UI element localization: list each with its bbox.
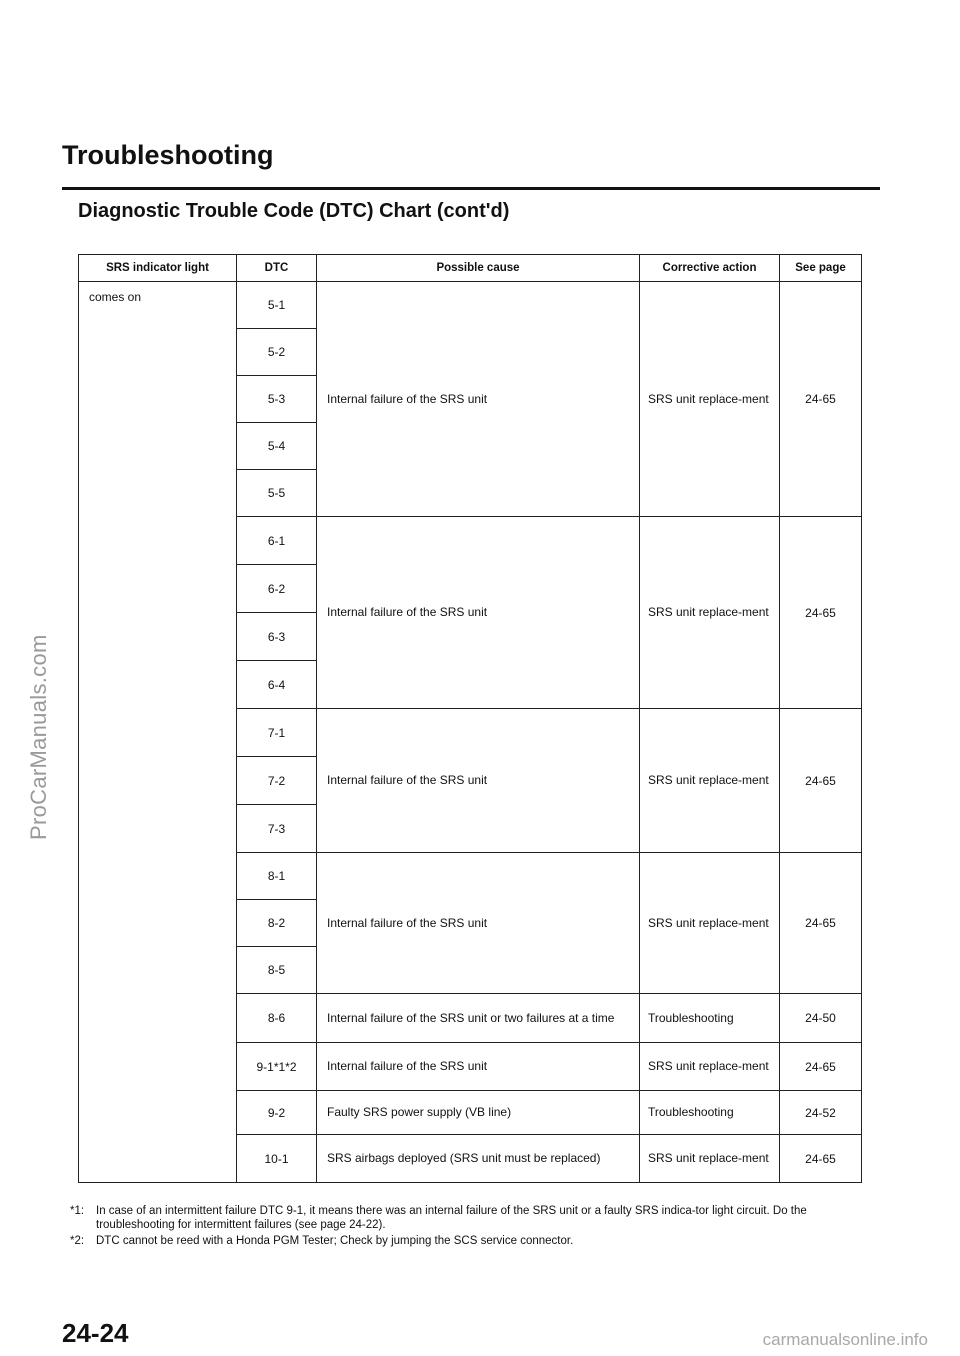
possible-cause: Faulty SRS power supply (VB line) bbox=[317, 1091, 640, 1135]
header-dtc: DTC bbox=[237, 255, 317, 282]
footnote-text: DTC cannot be reed with a Honda PGM Tester; Check by jumping the SCS service connector. bbox=[96, 1235, 574, 1247]
possible-cause: Internal failure of the SRS unit bbox=[317, 853, 640, 994]
corrective-action: SRS unit replace-ment bbox=[640, 282, 780, 517]
dtc-code: 8-5 bbox=[237, 947, 317, 994]
possible-cause: Internal failure of the SRS unit bbox=[317, 282, 640, 517]
dtc-code: 8-6 bbox=[237, 994, 317, 1043]
dtc-code: 8-2 bbox=[237, 900, 317, 947]
corrective-action: SRS unit replace-ment bbox=[640, 709, 780, 853]
corrective-action: SRS unit replace-ment bbox=[640, 853, 780, 994]
footnote-mark: *2: bbox=[70, 1235, 85, 1247]
dtc-code: 5-2 bbox=[237, 329, 317, 376]
dtc-table bbox=[78, 254, 862, 1183]
side-watermark: ProCarManuals.com bbox=[26, 634, 51, 840]
table-row bbox=[79, 282, 862, 329]
srs-light-state: comes on bbox=[79, 282, 237, 1183]
possible-cause: SRS airbags deployed (SRS unit must be replaced) bbox=[317, 1135, 640, 1183]
footnote-2 bbox=[70, 1234, 860, 1248]
corrective-action: Troubleshooting bbox=[640, 1091, 780, 1135]
site-watermark: carmanualsonline.info bbox=[762, 1330, 928, 1349]
dtc-code: 6-4 bbox=[237, 661, 317, 709]
dtc-code: 7-3 bbox=[237, 805, 317, 853]
possible-cause: Internal failure of the SRS unit bbox=[317, 709, 640, 853]
page-number: 24-24 bbox=[62, 1318, 129, 1348]
dtc-code: 9-2 bbox=[237, 1091, 317, 1135]
header-srs-light: SRS indicator light bbox=[79, 255, 237, 282]
dtc-code: 5-4 bbox=[237, 423, 317, 470]
header-action: Corrective action bbox=[640, 255, 780, 282]
dtc-code: 5-1 bbox=[237, 282, 317, 329]
corrective-action: SRS unit replace-ment bbox=[640, 517, 780, 709]
title-rule bbox=[62, 187, 880, 190]
section-subtitle: Diagnostic Trouble Code (DTC) Chart (cont'd) bbox=[78, 200, 510, 222]
dtc-code: 6-3 bbox=[237, 613, 317, 661]
footnote-mark: *1: bbox=[70, 1205, 85, 1217]
dtc-code: 8-1 bbox=[237, 853, 317, 900]
dtc-code: 10-1 bbox=[237, 1135, 317, 1183]
footnote-text: In case of an intermittent failure DTC 9-1, it means there was an internal failure of the SRS unit or a faulty SRS indica-tor light circuit. Do the troubleshooting for intermittent failures (see page 24-22). bbox=[96, 1205, 807, 1231]
see-page: 24-52 bbox=[780, 1091, 862, 1135]
see-page: 24-50 bbox=[780, 994, 862, 1043]
see-page: 24-65 bbox=[780, 1135, 862, 1183]
see-page: 24-65 bbox=[780, 517, 862, 709]
corrective-action: SRS unit replace-ment bbox=[640, 1135, 780, 1183]
footnote-1 bbox=[70, 1204, 860, 1232]
possible-cause: Internal failure of the SRS unit bbox=[317, 1043, 640, 1091]
header-cause: Possible cause bbox=[317, 255, 640, 282]
header-see-page: See page bbox=[780, 255, 862, 282]
possible-cause: Internal failure of the SRS unit or two failures at a time bbox=[317, 994, 640, 1043]
dtc-code: 6-2 bbox=[237, 565, 317, 613]
dtc-code: 5-3 bbox=[237, 376, 317, 423]
see-page: 24-65 bbox=[780, 282, 862, 517]
dtc-code: 7-2 bbox=[237, 757, 317, 805]
corrective-action: SRS unit replace-ment bbox=[640, 1043, 780, 1091]
dtc-code: 6-1 bbox=[237, 517, 317, 565]
see-page: 24-65 bbox=[780, 709, 862, 853]
page-title: Troubleshooting bbox=[62, 140, 274, 170]
see-page: 24-65 bbox=[780, 1043, 862, 1091]
corrective-action: Troubleshooting bbox=[640, 994, 780, 1043]
possible-cause: Internal failure of the SRS unit bbox=[317, 517, 640, 709]
dtc-code: 9-1*1*2 bbox=[237, 1043, 317, 1091]
dtc-code: 5-5 bbox=[237, 470, 317, 517]
see-page: 24-65 bbox=[780, 853, 862, 994]
dtc-code: 7-1 bbox=[237, 709, 317, 757]
table-header-row bbox=[79, 255, 862, 282]
